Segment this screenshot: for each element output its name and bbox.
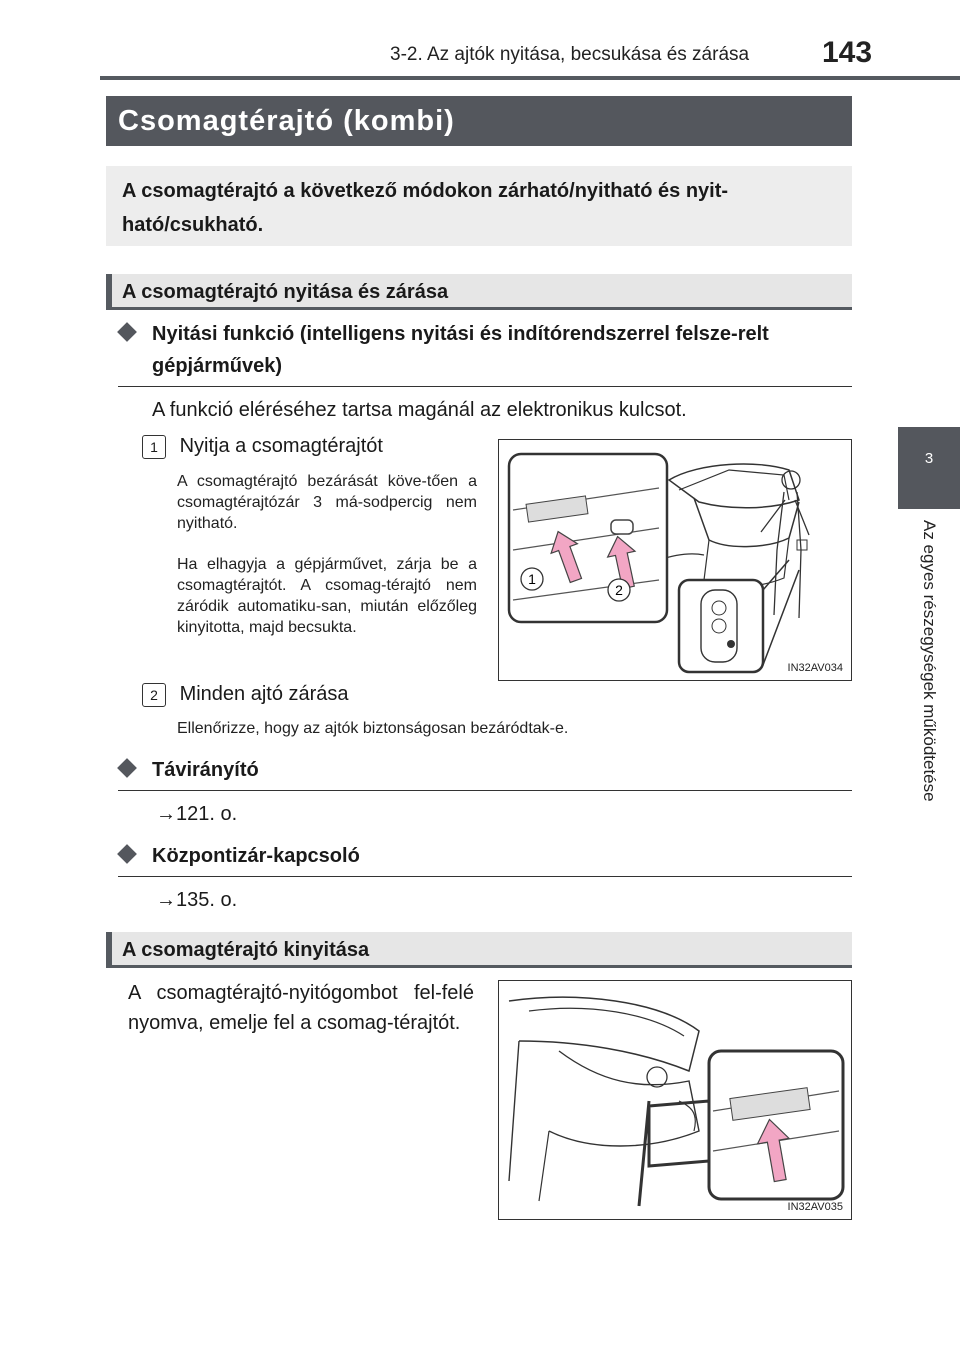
- tailgate-illustration: [499, 440, 851, 680]
- chapter-tab: 3: [898, 427, 960, 509]
- page-title: Csomagtérajtó (kombi): [106, 96, 852, 146]
- subheading-text: Távirányító: [152, 759, 259, 781]
- item-title: Minden ajtó zárása: [179, 683, 349, 705]
- item-title: Nyitja a csomagtérajtót: [179, 435, 383, 457]
- running-header: 3-2. Az ajtók nyitása, becsukása és zárása: [390, 44, 750, 65]
- page-reference-remote: →121. o.: [156, 803, 238, 825]
- intro-box: A csomagtérajtó a következő módokon zárható/nyitható és nyit-ható/csukható.: [106, 166, 852, 246]
- opening-text: A csomagtérajtó-nyitógombot fel-felé nyomva, emelje fel a csomag-térajtót.: [128, 982, 474, 1034]
- header-rule: [100, 76, 960, 80]
- figure-rear-door-open: [498, 439, 852, 681]
- item-1-note-2: Ha elhagyja a gépjárművet, zárja be a csomagtérajtót. A csomag-térajtó nem záródik automatiku-san, miután előzőleg kinyitotta, majd becsukta.: [177, 556, 477, 636]
- item-number-badge: 1: [142, 435, 166, 459]
- diamond-bullet-icon: [117, 844, 137, 864]
- section-heading-text: A csomagtérajtó kinyitása: [122, 939, 370, 961]
- subheading-central-lock: [118, 840, 852, 877]
- section-heading-opening: [106, 932, 852, 968]
- tailgate-button-illustration: [499, 981, 851, 1219]
- subheading-smart-entry: [118, 318, 852, 387]
- page-reference-central-lock: →135. o.: [156, 889, 238, 911]
- item-1: [142, 432, 383, 460]
- chapter-title: Az egyes részegységek működtetése: [920, 520, 939, 802]
- figure-id: IN32AV035: [787, 1201, 843, 1213]
- item-1-note-1: A csomagtérajtó bezárását köve-tően a csomagtérajtózár 3 má-sodpercig nem nyitható.: [177, 473, 477, 532]
- figure-callout-1: 1: [528, 571, 536, 587]
- section-heading-open-close: [106, 274, 852, 310]
- chapter-side-label: [898, 520, 960, 860]
- subheading-text: Nyitási funkció (intelligens nyitási és indítórendszerrel felsze-relt gépjárművek): [152, 323, 769, 377]
- diamond-bullet-icon: [117, 758, 137, 778]
- diamond-bullet-icon: [117, 322, 137, 342]
- section-heading-text: A csomagtérajtó nyitása és zárása: [122, 281, 449, 303]
- item-2-note: Ellenőrizze, hogy az ajtók biztonságosan bezáródtak-e.: [177, 720, 569, 737]
- subheading-text: Központizár-kapcsoló: [152, 845, 360, 867]
- page-number: 143: [822, 36, 873, 69]
- item-number-badge: 2: [142, 683, 166, 707]
- figure-tailgate-button: [498, 980, 852, 1220]
- smart-entry-text: A funkció eléréséhez tartsa magánál az elektronikus kulcsot.: [152, 399, 687, 421]
- figure-callout-2: 2: [615, 582, 623, 598]
- figure-id: IN32AV034: [787, 662, 843, 674]
- subheading-remote: [118, 754, 852, 791]
- item-2: [142, 680, 349, 708]
